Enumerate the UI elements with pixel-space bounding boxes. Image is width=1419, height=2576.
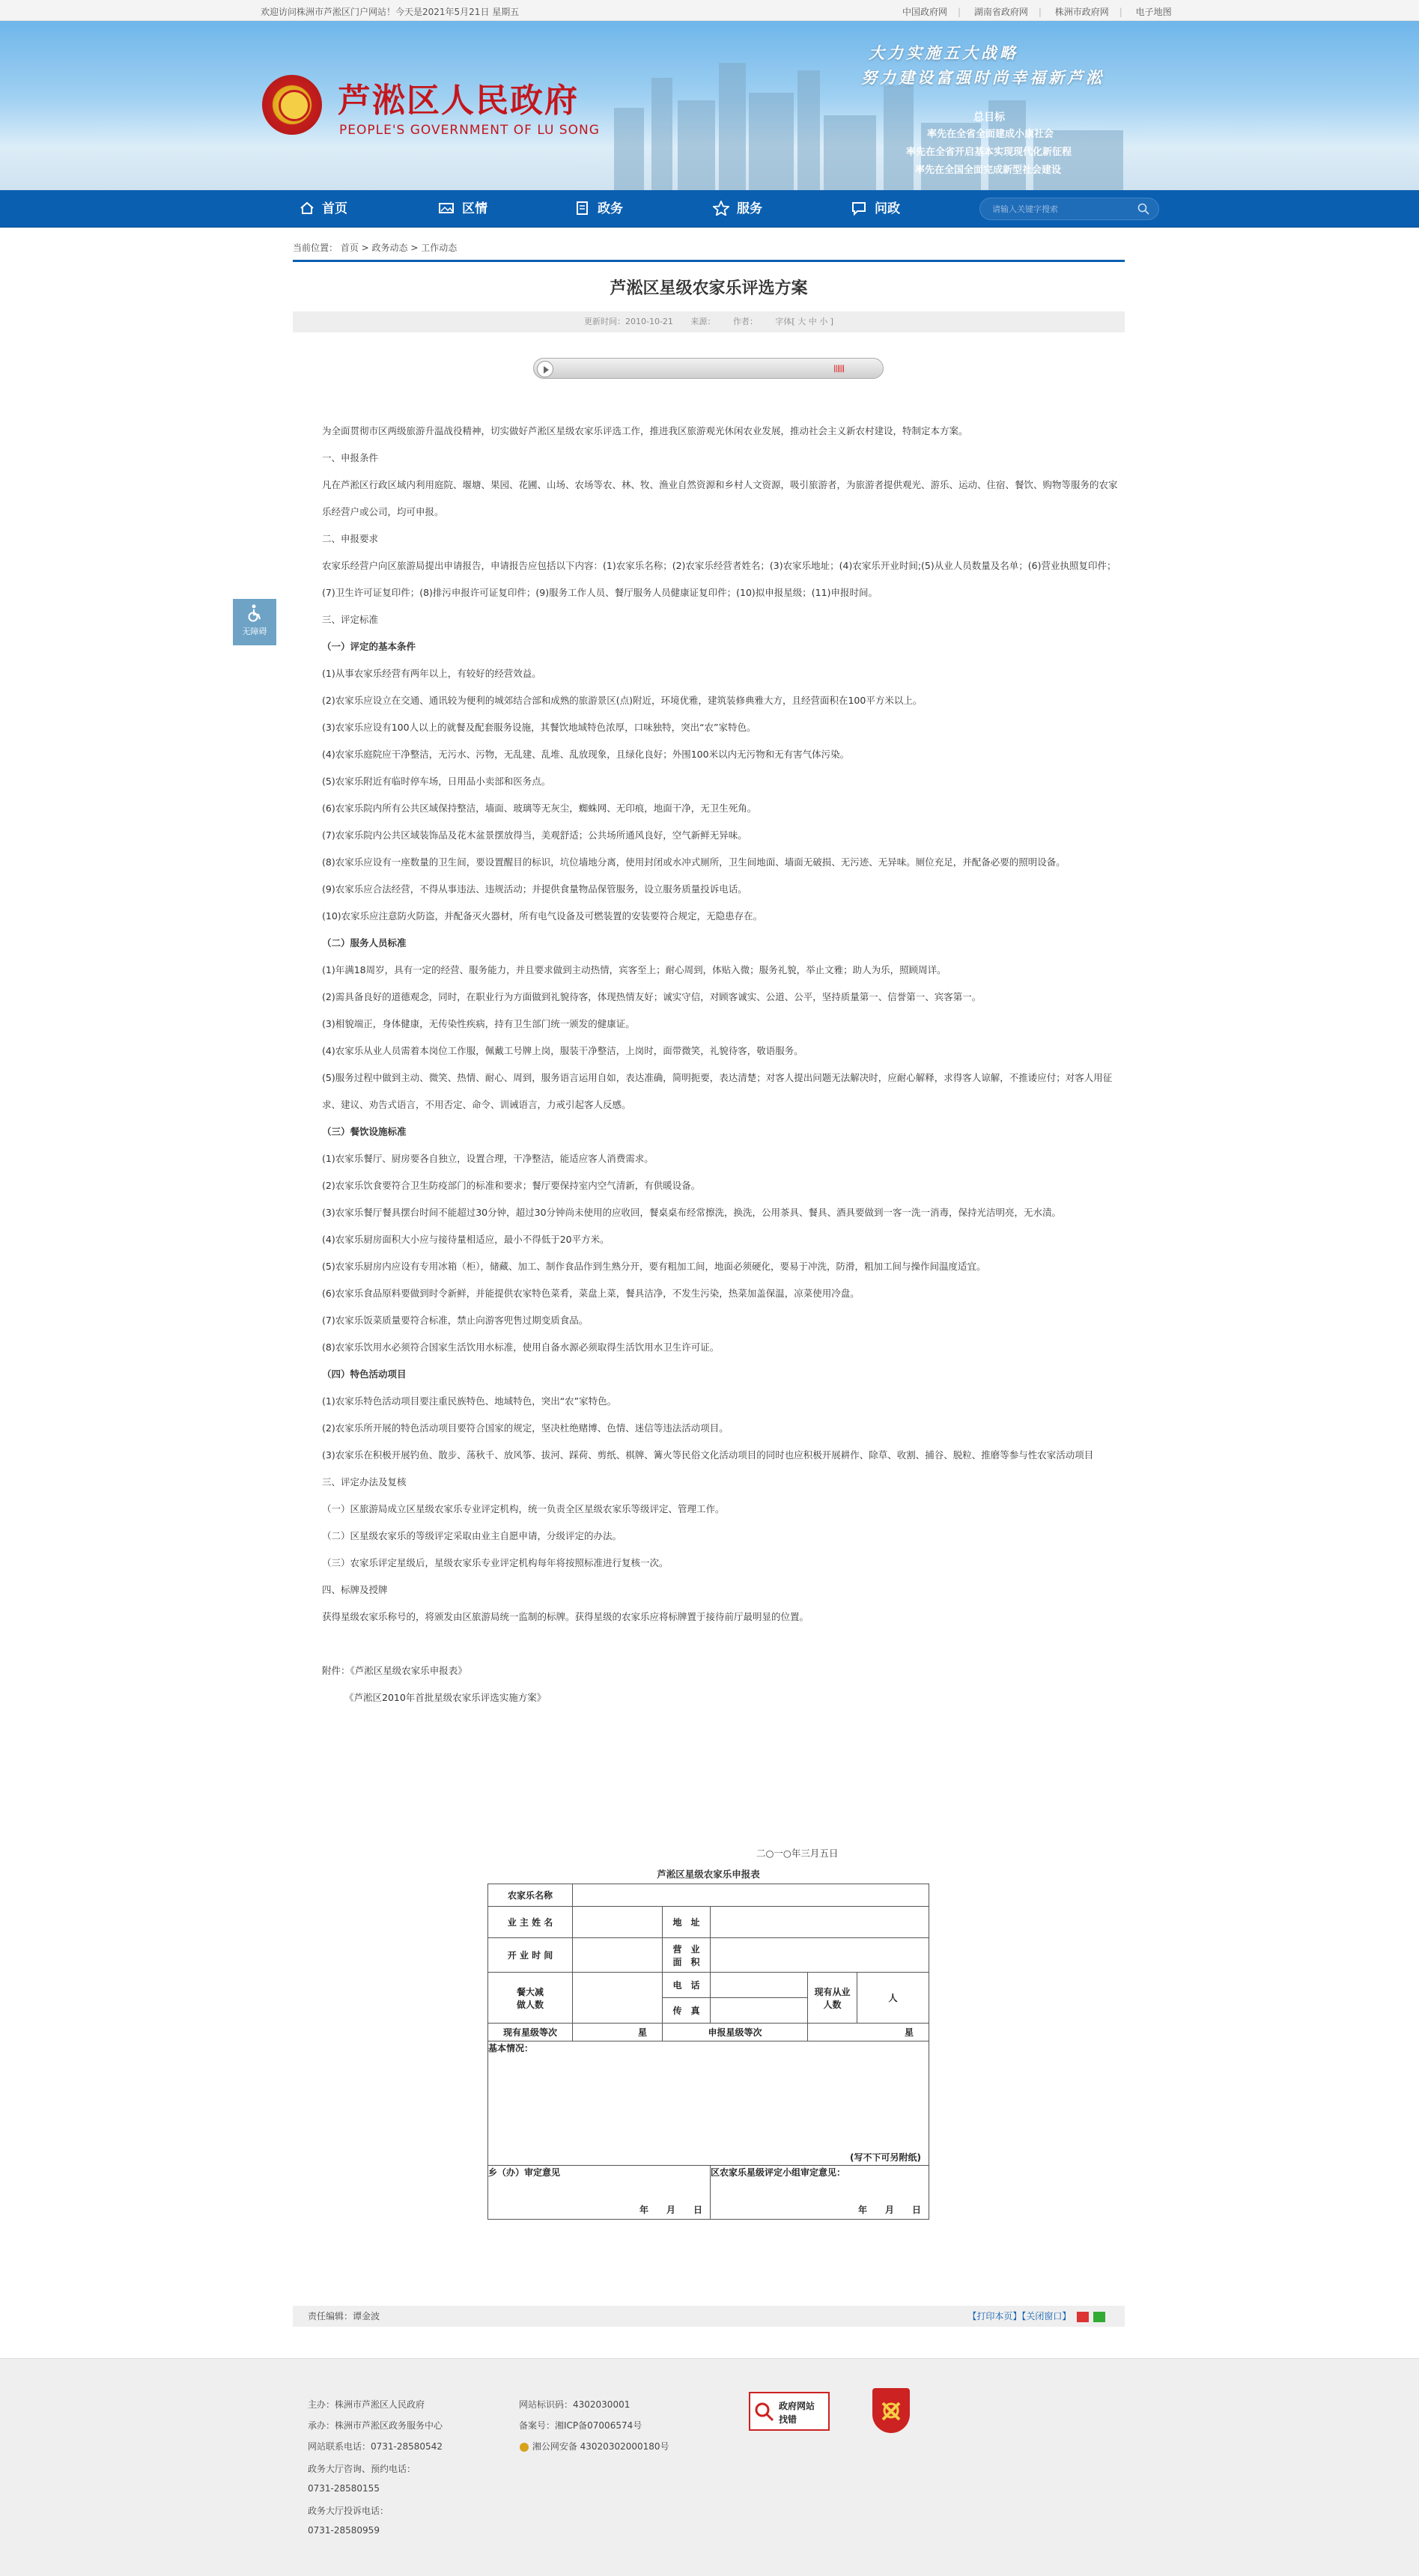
goal-line-2: 率先在全省开启基本实现现代化新征程 [906, 147, 1072, 158]
form-label-fax: 传 真 [663, 1998, 711, 2024]
footer-tel-label: 网站联系电话： [308, 2441, 371, 2452]
section-heading: 四、标牌及授牌 [322, 1584, 388, 1595]
subsection-heading: （一）评定的基本条件 [322, 641, 416, 652]
form-date-1: 年 月 日 [639, 2205, 702, 2215]
attachment-2[interactable]: 《芦淞区2010年首批星级农家乐评选实施方案》 [344, 1692, 547, 1703]
list-item: (3)农家乐应设有100人以上的就餐及配套服务设施，其餐饮地域特色浓厚，口味独特，突出“农”家特色。 [322, 722, 756, 733]
list-item: (2)农家乐所开展的特色活动项目要符合国家的规定，坚决杜绝赌博、色情、迷信等违法活动项目。 [322, 1422, 729, 1434]
section-heading: 三、评定办法及复核 [322, 1476, 407, 1488]
breadcrumb: 当前位置： 首页 > 政务动态 > 工作动态 [293, 243, 458, 253]
list-item: (10)农家乐应注意防火防盗，并配备灭火器材，所有电气设备及可燃装置的安装要符合规定，无隐患存在。 [322, 910, 763, 922]
slogan-line-1: 大力实施五大战略 [869, 44, 1018, 62]
site-subtitle: PEOPLE'S GOVERNMENT OF LU SONG [339, 123, 600, 138]
link-zhuzhou[interactable]: 株洲市政府网 [1054, 7, 1109, 17]
footer [0, 2358, 1419, 2576]
search-icon[interactable] [1137, 203, 1149, 215]
link-hunan[interactable]: 湖南省政府网 [973, 7, 1028, 17]
footer-host: 主办：株洲市芦淞区人民政府 [308, 2399, 425, 2410]
list-item: (3)农家乐在积极开展钓鱼、散步、荡秋千、放风筝、拔河、踩荷、剪纸、棋牌、篝火等民俗文化活动项目的同时也应积极开展耕作、除草、收割、捕谷、脱粒、推磨等参与性农家活动项目 [322, 1449, 1094, 1461]
header-banner [0, 21, 1419, 190]
magnifier-icon [753, 2401, 776, 2423]
accessibility-button[interactable] [233, 599, 276, 645]
footer-undertake: 承办：株洲市芦淞区政务服务中心 [308, 2420, 443, 2431]
main-nav [0, 190, 1419, 228]
form-cell [573, 1907, 663, 1938]
paragraph: 凡在芦淞区行政区域内利用庭院、堰塘、果园、花圃、山场、农场等农、林、牧、渔业自然资源和乡村人文资源，吸引旅游者，为旅游者提供观光、游乐、运动、住宿、餐饮、购物等服务的农家乐经营户或公司，均可申报。 [322, 479, 1118, 517]
form-date-2: 年 月 日 [857, 2205, 921, 2215]
star-icon [713, 201, 729, 216]
list-item: （三）农家乐评定星级后，星级农家乐专业评定机构每年将按照标准进行复核一次。 [322, 1557, 669, 1568]
breadcrumb-home[interactable]: 首页 [340, 243, 359, 253]
form-label-area: 营 业 面 积 [663, 1938, 711, 1973]
list-item: (6)农家乐食品原料要做到时令新鲜，并能提供农家特色菜肴，菜盘上菜，餐具洁净，不发生污染，热菜加盖保温，凉菜使用冷盘。 [322, 1288, 860, 1299]
site-title: 芦淞区人民政府 [338, 82, 579, 120]
list-item: (9)农家乐应合法经营，不得从事违法、违规活动；并提供食量物品保管服务，设立服务质量投诉电话。 [322, 883, 747, 895]
form-cell [573, 1884, 929, 1907]
section-heading: 一、申报条件 [322, 452, 379, 463]
form-label-basic: 基本情况： [488, 2043, 534, 2053]
goal-line-3: 率先在全国全面完成新型社会建设 [915, 165, 1062, 176]
print-close-links[interactable]: 【打印本页】【关闭窗口】 [967, 2311, 1072, 2321]
volume-bars: |||||| [833, 365, 845, 373]
list-item: (8)农家乐应设有一座数量的卫生间，要设置醒目的标识，坑位墙地分离，使用封闭或水冲式厕所，卫生间地面、墙面无破损、无污迹、无异味。厕位充足，并配备必要的照明设备。 [322, 856, 1066, 868]
subsection-heading: （四）特色活动项目 [322, 1368, 407, 1380]
breadcrumb-news[interactable]: 政务动态 [371, 243, 408, 253]
wheelchair-icon [245, 603, 264, 623]
form-cell [711, 1998, 808, 2024]
audio-player[interactable] [533, 358, 884, 379]
slogan-line-2: 努力建设富强时尚幸福新芦淞 [861, 69, 1104, 87]
font-size-switch[interactable]: 字体[ 大 中 小 ] [775, 317, 833, 326]
attachment-1[interactable]: 附件：《芦淞区星级农家乐申报表》 [322, 1665, 467, 1676]
article-body [300, 418, 1119, 1711]
welcome-text: 欢迎访问株洲市芦淞区门户网站！今天是2021年5月21日 星期五 [261, 7, 520, 17]
nav-service-label: 服务 [737, 201, 762, 216]
form-label-owner: 业 主 姓 名 [488, 1907, 573, 1938]
nav-service[interactable] [713, 190, 762, 228]
footer-site-id: 网站标识码：4302030001 [519, 2399, 631, 2410]
list-item: (3)农家乐餐厅餐具摆台时间不能超过30分钟，超过30分钟尚未使用的应收回，餐桌桌布经常擦洗，换洗，公用茶具、餐具、酒具要做到一客一洗一消毒，保持光洁明亮，无水渍。 [322, 1207, 1062, 1218]
form-cell [711, 1938, 929, 1973]
subsection-heading: （二）服务人员标准 [322, 937, 407, 949]
form-label-person: 人 [857, 1973, 929, 2024]
list-item: (5)农家乐厨房内应设有专用冰箱（柜），储藏、加工、制作食品作到生熟分开，要有粗加工间，地面必须硬化，要易于冲洗，防滑，粗加工间与操作间温度适宜。 [322, 1261, 986, 1272]
form-note: (写不下可另附纸) [850, 2152, 921, 2163]
party-emblem-icon[interactable] [872, 2388, 910, 2433]
list-item: (1)从事农家乐经营有两年以上，有较好的经营效益。 [322, 668, 541, 679]
form-label-star: 星 [573, 2024, 663, 2041]
footer-icp[interactable]: 备案号：湘ICP备07006574号 [519, 2420, 642, 2431]
form-date: 二○一○年三月五日 [756, 1848, 839, 1859]
section-heading: 二、申报要求 [322, 533, 379, 544]
form-district-opinion [711, 2166, 929, 2220]
list-item: (4)农家乐厨房面积大小应与接待量相适应，最小不得低于20平方米。 [322, 1234, 610, 1245]
list-item: (1)农家乐餐厅、厨房要各自独立，设置合理，干净整洁，能适应客人消费需求。 [322, 1153, 654, 1164]
nav-overview[interactable] [438, 190, 487, 228]
subsection-heading: （三）餐饮设施标准 [322, 1126, 407, 1137]
goal-line-1: 率先在全省全面建成小康社会 [927, 129, 1054, 140]
list-item: (6)农家乐院内所有公共区域保持整洁，墙面、玻璃等无灰尘，蜘蛛网、无印痕，地面干净，无卫生死角。 [322, 803, 757, 814]
footer-hall-tel: 0731-28580155 [308, 2483, 380, 2494]
play-icon[interactable] [537, 361, 553, 377]
editor-label: 责任编辑：谭金波 [308, 2311, 380, 2321]
form-label-open-time: 开 业 时 间 [488, 1938, 573, 1973]
footer-complain-label: 政务大厅投诉电话： [308, 2506, 389, 2516]
list-item: (2)农家乐饮食要符合卫生防疫部门的标准和要求；餐厅要保持室内空气清新，有供暖设备。 [322, 1180, 701, 1191]
footer-complain-tel: 0731-28580959 [308, 2525, 380, 2536]
list-item: (5)农家乐附近有临时停车场，日用品小卖部和医务点。 [322, 776, 551, 787]
footer-tel [308, 2440, 443, 2452]
meta-source: 来源： [690, 317, 716, 326]
nav-inquiry[interactable] [851, 190, 900, 228]
paragraph: 农家乐经营户向区旅游局提出申请报告，申请报告应包括以下内容：(1)农家乐名称；(2)农家乐经营者姓名；(3)农家乐地址；(4)农家乐开业时间;(5)从业人员数量及名单；(6)营业执照复印件；(7)卫生许可证复印件；(8)排污申报许可证复印件；(9)服务工作人员、餐厅服务人员健康证复印件；(10)拟申报星级；(11)申报时间。 [322, 560, 1116, 598]
article-meta [293, 311, 1125, 332]
page-actions [967, 2306, 1105, 2327]
form-title: 芦淞区星级农家乐申报表 [657, 1869, 760, 1880]
list-item: (7)农家乐饭菜质量要符合标准，禁止向游客兜售过期变质食品。 [322, 1315, 589, 1326]
breadcrumb-work[interactable]: 工作动态 [421, 243, 458, 253]
list-item: （一）区旅游局成立区星级农家乐专业评定机构，统一负责全区星级农家乐等级评定、管理工作。 [322, 1503, 725, 1514]
list-item: (8)农家乐饮用水必须符合国家生活饮用水标准，使用自备水源必须取得生活饮用水卫生许可证。 [322, 1342, 720, 1353]
police-badge-icon [519, 2442, 529, 2452]
meta-author: 作者： [732, 317, 758, 326]
form-label-current-star: 现有星级等次 [488, 2024, 573, 2041]
list-item: (2)需具备良好的道德观念，同时，在职业行为方面做到礼貌待客，体现热情友好；诚实守信，对顾客诚实、公道、公平，坚持质量第一、信誉第一、宾客第一。 [322, 991, 982, 1002]
editor-bar [293, 2306, 1125, 2327]
list-item: （二）区星级农家乐的等级评定采取由业主自愿申请，分级评定的办法。 [322, 1530, 622, 1541]
application-form-table [487, 1884, 929, 2220]
breadcrumb-prefix: 当前位置： [293, 243, 338, 253]
footer-police[interactable] [519, 2440, 669, 2452]
gov-site-error-report-badge[interactable] [749, 2392, 830, 2431]
form-label-town-opinion: 乡（办）审定意见 [488, 2167, 561, 2178]
share-icon[interactable] [1077, 2312, 1089, 2322]
paragraph: 获得星级农家乐称号的，将颁发由区旅游局统一监制的标牌。获得星级的农家乐应将标牌置于接待前厅最明显的位置。 [322, 1611, 809, 1622]
footer-police-text: 湘公网安备 43020302000180号 [532, 2441, 669, 2452]
form-label-capacity: 餐大减 做人数 [488, 1973, 573, 2024]
nav-inquiry-label: 问政 [875, 201, 900, 216]
list-item: (5)服务过程中做到主动、微笑、热情、耐心、周到，服务语言运用自如，表达准确，简明扼要，表达清楚；对客人提出问题无法解决时，应耐心解释，求得客人谅解，不推诿应付；对客人用征求、建议、劝告式语言，不用否定、命令、训诫语言，力戒引起客人反感。 [322, 1072, 1113, 1110]
form-cell [573, 1938, 663, 1973]
list-item: (2)农家乐应设立在交通、通讯较为便利的城郊结合部和成熟的旅游景区(点)附近，环境优雅，建筑装修典雅大方，且经营面积在100平方米以上。 [322, 695, 923, 706]
form-basic-info [488, 2041, 929, 2166]
nav-affairs-label: 政务 [598, 201, 623, 216]
national-emblem-icon [262, 75, 322, 135]
nav-home[interactable] [300, 190, 347, 228]
badge-text: 政府网站 找错 [779, 2401, 815, 2425]
meta-time: 更新时间：2010-10-21 [583, 317, 673, 326]
share-icon[interactable] [1093, 2312, 1105, 2322]
form-label-address: 地 址 [663, 1907, 711, 1938]
section-heading: 三、评定标准 [322, 614, 379, 625]
form-label-name: 农家乐名称 [488, 1884, 573, 1907]
form-label-apply-star: 申报星级等次 [663, 2024, 808, 2041]
accessibility-label: 无障碍 [242, 627, 267, 636]
link-map[interactable]: 电子地图 [1135, 7, 1172, 17]
form-cell [711, 1907, 929, 1938]
list-item: (1)年满18周岁，具有一定的经营、服务能力，并且要求做到主动热情，宾客至上；耐心周到，体贴入微；服务礼貌，举止文雅；助人为乐，照顾周详。 [322, 964, 946, 975]
picture-icon [438, 201, 455, 215]
form-label-district-opinion: 区农家乐星级评定小组审定意见： [711, 2167, 846, 2178]
list-item: (7)农家乐院内公共区域装饰品及花木盆景摆放得当，美观舒适；公共场所通风良好，空气新鲜无异味。 [322, 829, 747, 841]
link-gov-cn[interactable]: 中国政府网 [902, 7, 948, 17]
nav-affairs[interactable] [575, 190, 623, 228]
list-item: (4)农家乐从业人员需着本岗位工作服，佩戴工号牌上岗，服装干净整洁，上岗时，面带微笑，礼貌待客，敬语服务。 [322, 1045, 803, 1056]
home-icon [300, 201, 315, 215]
top-bar [0, 0, 1419, 21]
form-label-staff: 现有从业 人数 [808, 1973, 857, 2024]
search-input[interactable] [992, 203, 1127, 216]
list-item: (1)农家乐特色活动项目要注重民族特色、地域特色，突出“农”家特色。 [322, 1395, 617, 1407]
footer-hall-label: 政务大厅咨询、预约电话： [308, 2464, 416, 2474]
list-item: (3)相貌端正，身体健康，无传染性疾病，持有卫生部门统一颁发的健康证。 [322, 1018, 635, 1029]
form-cell [711, 1973, 808, 1998]
document-icon [575, 201, 590, 216]
article-title: 芦淞区星级农家乐评选方案 [610, 279, 808, 298]
goal-title: 总目标 [973, 112, 1005, 124]
paragraph: 为全面贯彻市区两级旅游升温战役精神，切实做好芦淞区星级农家乐评选工作，推进我区旅游观光休闲农业发展，推动社会主义新农村建设，特制定本方案。 [322, 425, 968, 436]
nav-overview-label: 区情 [462, 201, 487, 216]
footer-tel-value: 0731-28580542 [371, 2441, 443, 2452]
top-links: 中国政府网 | 湖南省政府网 | 株洲市政府网 | 电子地图 [902, 7, 1172, 17]
form-cell [573, 1973, 663, 2024]
nav-home-label: 首页 [322, 201, 347, 216]
list-item: (4)农家乐庭院应干净整洁，无污水、污物，无乱建、乱堆、乱放现象，且绿化良好；外围100米以内无污物和无有害气体污染。 [322, 749, 850, 760]
form-town-opinion [488, 2166, 711, 2220]
search-box [979, 198, 1159, 220]
form-label-star: 星 [808, 2024, 929, 2041]
form-label-phone: 电 话 [663, 1973, 711, 1998]
chat-icon [851, 201, 867, 216]
divider [293, 260, 1125, 262]
